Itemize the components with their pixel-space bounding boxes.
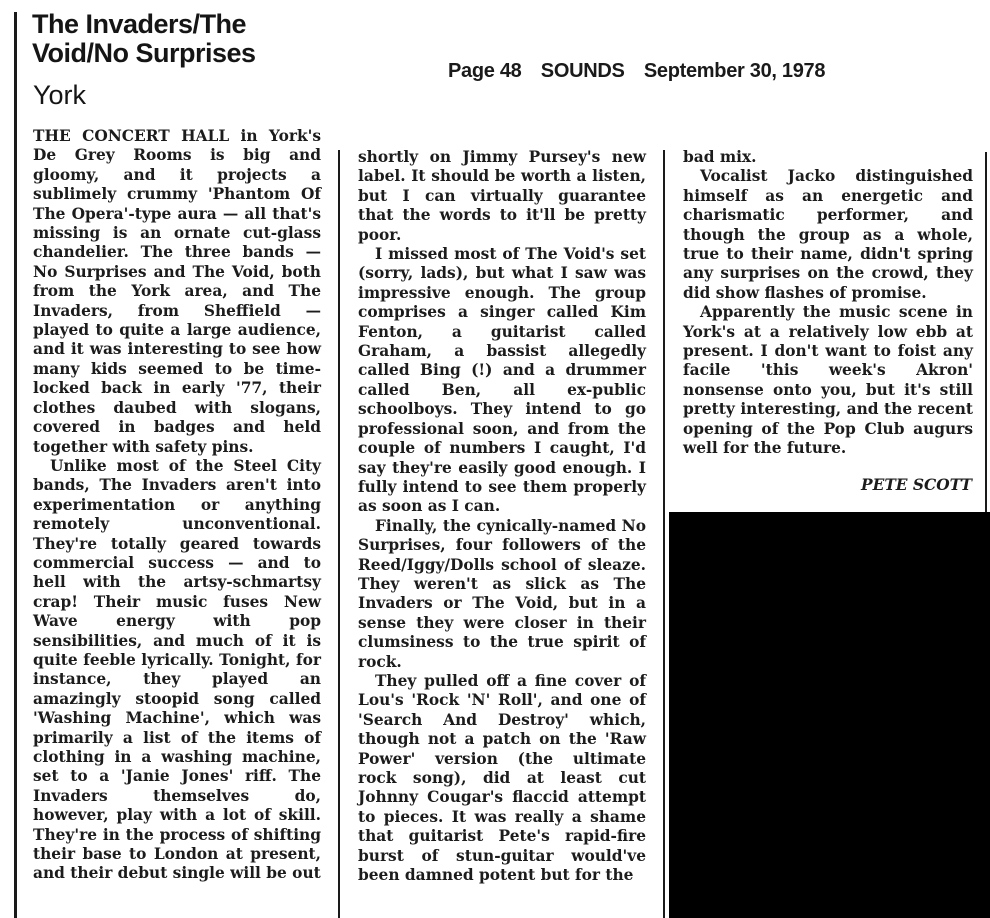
paragraph: They pulled off a fine cover of Lou's 'Rock 'N' Roll', and one of 'Search And Destroy' which, though not a patch on the 'Raw Power' version (the ultimate rock song), did at least cut Johnny Cougar's flaccid attempt to pieces. It was really a shame that guitarist Pete's rapid-fire burst of stun-guitar would've been damned potent but for the bbox=[358, 671, 646, 885]
article-byline: PETE SCOTT bbox=[861, 476, 972, 494]
article-column-3 bbox=[683, 148, 973, 459]
article-column-1 bbox=[33, 127, 321, 884]
page-number: Page 48 bbox=[448, 60, 522, 82]
paragraph: I missed most of The Void's set (sorry, lads), but what I saw was impressive enough. The group comprises a singer called Kim Fenton, a guitarist called Graham, a bassist allegedly called Bing (!) and a drummer called Ben, all ex-public schoolboys. They intend to go professional soon, and from the couple of numbers I caught, I'd say they're easily good enough. I fully intend to see them properly as soon as I can. bbox=[358, 245, 646, 516]
article-headline: The Invaders/The Void/No Surprises bbox=[32, 9, 256, 68]
right-edge-rule bbox=[985, 152, 987, 512]
paragraph: Apparently the music scene in York's at a relatively low ebb at present. I don't want to foist any facile 'this week's Akron' nonsense onto you, but it's still pretty interesting, and the recent opening of the Pop Club augurs well for the future. bbox=[683, 303, 973, 458]
paragraph: Unlike most of the Steel City bands, The Invaders aren't into experimentation or anything remotely unconventional. They're totally geared towards commercial success — and to hell with the artsy-schmartsy crap! Their music fuses New Wave energy with pop sensibilities, and much of it is quite feeble lyrically. Tonight, for instance, they played an amazingly stoopid song called 'Washing Machine', which was primarily a list of the items of clothing in a washing machine, set to a 'Janie Jones' riff. The Invaders themselves do, however, play with a lot of skill. They're in the process of shifting their base to London at present, and their debut single will be out bbox=[33, 456, 321, 883]
black-scan-region bbox=[669, 512, 990, 918]
paragraph: bad mix. bbox=[683, 148, 757, 166]
column-divider-rule-2 bbox=[663, 150, 665, 918]
page-masthead bbox=[448, 58, 868, 84]
paragraph-lead-in: THE CONCERT HALL bbox=[33, 127, 230, 145]
paragraph: Finally, the cynically-named No Surprises, four followers of the Reed/Iggy/Dolls school of sleaze. They weren't as slick as The Invaders or The Void, but in a sense they were closer in their clumsiness to the true spirit of rock. bbox=[358, 516, 646, 671]
article-location: York bbox=[33, 80, 87, 110]
issue-date: September 30, 1978 bbox=[643, 60, 826, 82]
column-divider-rule-1 bbox=[338, 150, 340, 918]
paragraph-text: in York's De Grey Rooms is big and gloomy, and it projects a sublimely crummy 'Phantom Of The Opera'-type aura — all that's missing is an ornate cut-glass chandelier. The three bands — No Surprises and The Void, both from the York area, and The Invaders, from Sheffield — played to quite a large audience, and it was interesting to see how many kids seemed to be time-locked back in early '77, their clothes daubed with slogans, covered in badges and held together with safety pins. bbox=[33, 127, 321, 456]
paragraph: Vocalist Jacko distinguished himself as an energetic and charismatic performer, and though the group as a whole, true to their name, didn't spring any surprises on the crowd, they did show flashes of promise. bbox=[683, 167, 973, 302]
paragraph: shortly on Jimmy Pursey's new label. It should be worth a listen, but I can virtually guarantee that the words to it'll be pretty poor. bbox=[358, 148, 646, 244]
paragraph bbox=[33, 127, 321, 457]
publication-name: SOUNDS bbox=[540, 60, 625, 82]
left-margin-rule bbox=[14, 12, 17, 918]
article-column-2 bbox=[358, 148, 646, 885]
